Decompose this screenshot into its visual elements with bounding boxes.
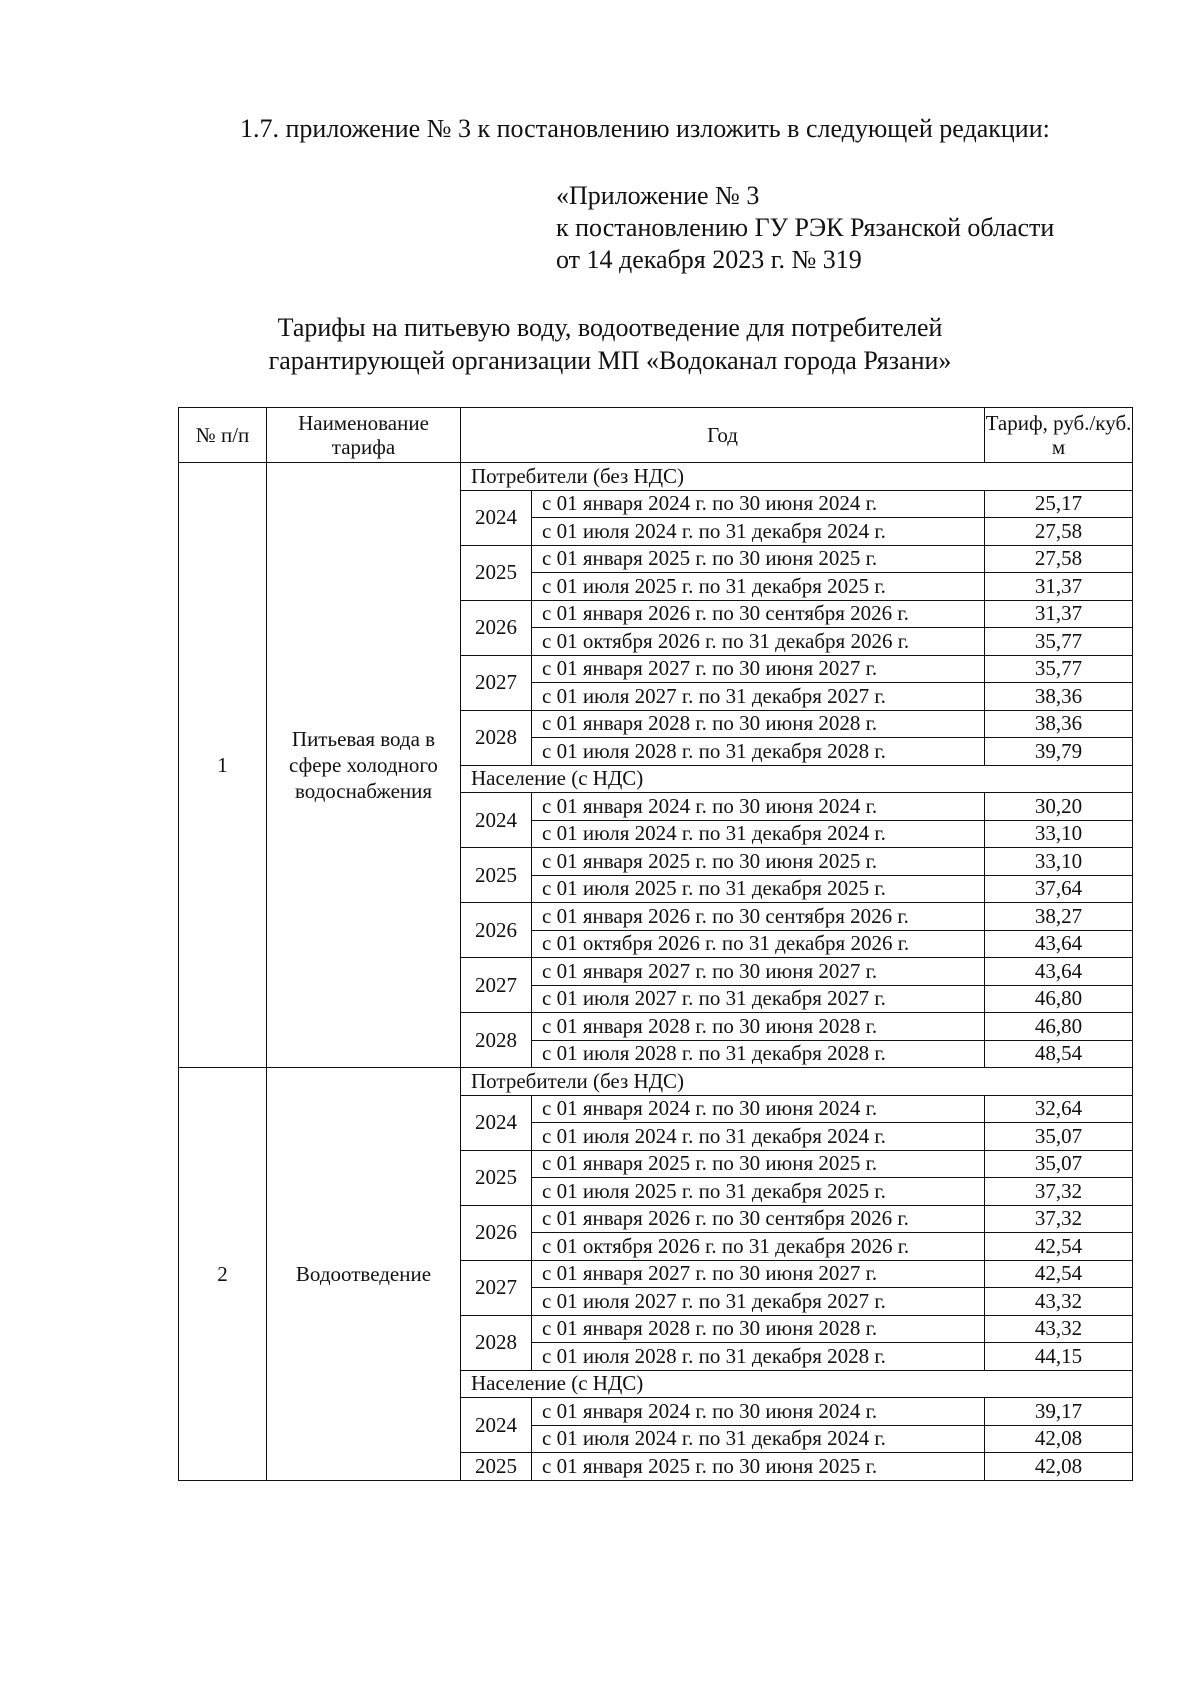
year-cell: 2028 — [461, 710, 532, 765]
year-cell: 2026 — [461, 903, 532, 958]
period-cell: с 01 июля 2027 г. по 31 декабря 2027 г. — [532, 1288, 985, 1316]
period-cell: с 01 января 2025 г. по 30 июня 2025 г. — [532, 1150, 985, 1178]
tariff-value: 31,37 — [985, 573, 1133, 601]
consumer-category: Население (с НДС) — [461, 765, 1133, 793]
period-cell: с 01 июля 2025 г. по 31 декабря 2025 г. — [532, 875, 985, 903]
year-cell: 2025 — [461, 848, 532, 903]
period-cell: с 01 января 2024 г. по 30 июня 2024 г. — [532, 1095, 985, 1123]
tariff-value: 37,64 — [985, 875, 1133, 903]
period-cell: с 01 июля 2025 г. по 31 декабря 2025 г. — [532, 573, 985, 601]
period-cell: с 01 июля 2027 г. по 31 декабря 2027 г. — [532, 985, 985, 1013]
year-cell: 2028 — [461, 1315, 532, 1370]
year-cell: 2026 — [461, 1205, 532, 1260]
period-cell: с 01 января 2028 г. по 30 июня 2028 г. — [532, 1013, 985, 1041]
period-cell: с 01 июля 2028 г. по 31 декабря 2028 г. — [532, 1040, 985, 1068]
tariff-value: 35,07 — [985, 1150, 1133, 1178]
year-cell: 2025 — [461, 1453, 532, 1481]
period-cell: с 01 января 2026 г. по 30 сентября 2026 г. — [532, 903, 985, 931]
appendix-line: от 14 декабря 2023 г. № 319 — [556, 245, 862, 274]
period-cell: с 01 октября 2026 г. по 31 декабря 2026 г. — [532, 930, 985, 958]
tariff-value: 32,64 — [985, 1095, 1133, 1123]
tariff-value: 46,80 — [985, 1013, 1133, 1041]
tariff-value: 42,08 — [985, 1453, 1133, 1481]
year-cell: 2027 — [461, 655, 532, 710]
period-cell: с 01 января 2024 г. по 30 июня 2024 г. — [532, 1398, 985, 1426]
period-cell: с 01 января 2025 г. по 30 июня 2025 г. — [532, 848, 985, 876]
tariff-value: 33,10 — [985, 820, 1133, 848]
period-cell: с 01 июля 2024 г. по 31 декабря 2024 г. — [532, 820, 985, 848]
period-cell: с 01 июля 2024 г. по 31 декабря 2024 г. — [532, 518, 985, 546]
period-cell: с 01 января 2026 г. по 30 сентября 2026 г. — [532, 600, 985, 628]
table-body — [179, 463, 1133, 1481]
section-number: 1 — [179, 463, 267, 1068]
tariff-value: 35,77 — [985, 628, 1133, 656]
tariff-value: 38,36 — [985, 683, 1133, 711]
period-cell: с 01 июля 2028 г. по 31 декабря 2028 г. — [532, 738, 985, 766]
period-cell: с 01 января 2027 г. по 30 июня 2027 г. — [532, 958, 985, 986]
tariff-value: 43,32 — [985, 1315, 1133, 1343]
period-cell: с 01 января 2026 г. по 30 сентября 2026 г. — [532, 1205, 985, 1233]
period-cell: с 01 января 2025 г. по 30 июня 2025 г. — [532, 545, 985, 573]
tariff-value: 38,36 — [985, 710, 1133, 738]
appendix-header — [556, 180, 1054, 276]
tariff-value: 35,07 — [985, 1123, 1133, 1151]
tariff-value: 27,58 — [985, 518, 1133, 546]
table-header-row — [179, 408, 1133, 463]
tariff-value: 31,37 — [985, 600, 1133, 628]
category-row — [179, 463, 1133, 491]
tariff-name: Водоотведение — [267, 1068, 461, 1481]
section-number: 2 — [179, 1068, 267, 1481]
tariff-value: 46,80 — [985, 985, 1133, 1013]
tariff-value: 37,32 — [985, 1205, 1133, 1233]
tariff-value: 27,58 — [985, 545, 1133, 573]
tariff-value: 37,32 — [985, 1178, 1133, 1206]
period-cell: с 01 июля 2024 г. по 31 декабря 2024 г. — [532, 1425, 985, 1453]
period-cell: с 01 января 2024 г. по 30 июня 2024 г. — [532, 490, 985, 518]
tariff-name: Питьевая вода в сфере холодного водоснабжения — [267, 463, 461, 1068]
consumer-category: Потребители (без НДС) — [461, 463, 1133, 491]
tariff-value: 43,32 — [985, 1288, 1133, 1316]
year-cell: 2024 — [461, 793, 532, 848]
amendment-intro: 1.7. приложение № 3 к постановлению изложить в следующей редакции: — [240, 114, 1050, 143]
tariff-value: 42,54 — [985, 1233, 1133, 1261]
year-cell: 2027 — [461, 1260, 532, 1315]
consumer-category: Население (с НДС) — [461, 1370, 1133, 1398]
tariff-table — [178, 407, 1133, 1481]
year-cell: 2026 — [461, 600, 532, 655]
tariff-value: 33,10 — [985, 848, 1133, 876]
header-name: Наименование тарифа — [267, 408, 461, 463]
tariff-value: 43,64 — [985, 958, 1133, 986]
period-cell: с 01 октября 2026 г. по 31 декабря 2026 г. — [532, 628, 985, 656]
tariff-value: 38,27 — [985, 903, 1133, 931]
header-num: № п/п — [179, 408, 267, 463]
tariff-value: 42,54 — [985, 1260, 1133, 1288]
period-cell: с 01 января 2025 г. по 30 июня 2025 г. — [532, 1453, 985, 1481]
year-cell: 2028 — [461, 1013, 532, 1068]
tariff-value: 44,15 — [985, 1343, 1133, 1371]
tariff-value: 39,17 — [985, 1398, 1133, 1426]
header-tariff: Тариф, руб./куб. м — [985, 408, 1133, 463]
consumer-category: Потребители (без НДС) — [461, 1068, 1133, 1096]
title-line: Тарифы на питьевую воду, водоотведение для потребителей — [277, 313, 943, 342]
period-cell: с 01 июля 2027 г. по 31 декабря 2027 г. — [532, 683, 985, 711]
period-cell: с 01 января 2024 г. по 30 июня 2024 г. — [532, 793, 985, 821]
year-cell: 2024 — [461, 490, 532, 545]
period-cell: с 01 июля 2025 г. по 31 декабря 2025 г. — [532, 1178, 985, 1206]
tariff-value: 35,77 — [985, 655, 1133, 683]
document-title — [0, 311, 1200, 377]
period-cell: с 01 июля 2028 г. по 31 декабря 2028 г. — [532, 1343, 985, 1371]
period-cell: с 01 января 2027 г. по 30 июня 2027 г. — [532, 655, 985, 683]
tariff-value: 30,20 — [985, 793, 1133, 821]
tariff-value: 39,79 — [985, 738, 1133, 766]
tariff-value: 25,17 — [985, 490, 1133, 518]
period-cell: с 01 января 2028 г. по 30 июня 2028 г. — [532, 1315, 985, 1343]
period-cell: с 01 января 2027 г. по 30 июня 2027 г. — [532, 1260, 985, 1288]
year-cell: 2027 — [461, 958, 532, 1013]
appendix-line: «Приложение № 3 — [556, 181, 760, 210]
period-cell: с 01 октября 2026 г. по 31 декабря 2026 г. — [532, 1233, 985, 1261]
period-cell: с 01 июля 2024 г. по 31 декабря 2024 г. — [532, 1123, 985, 1151]
tariff-value: 43,64 — [985, 930, 1133, 958]
year-cell: 2024 — [461, 1398, 532, 1453]
year-cell: 2024 — [461, 1095, 532, 1150]
appendix-line: к постановлению ГУ РЭК Рязанской области — [556, 213, 1055, 242]
year-cell: 2025 — [461, 1150, 532, 1205]
tariff-value: 42,08 — [985, 1425, 1133, 1453]
period-cell: с 01 января 2028 г. по 30 июня 2028 г. — [532, 710, 985, 738]
category-row — [179, 1068, 1133, 1096]
title-line: гарантирующей организации МП «Водоканал города Рязани» — [268, 346, 952, 375]
year-cell: 2025 — [461, 545, 532, 600]
tariff-value: 48,54 — [985, 1040, 1133, 1068]
header-year: Год — [461, 408, 985, 463]
